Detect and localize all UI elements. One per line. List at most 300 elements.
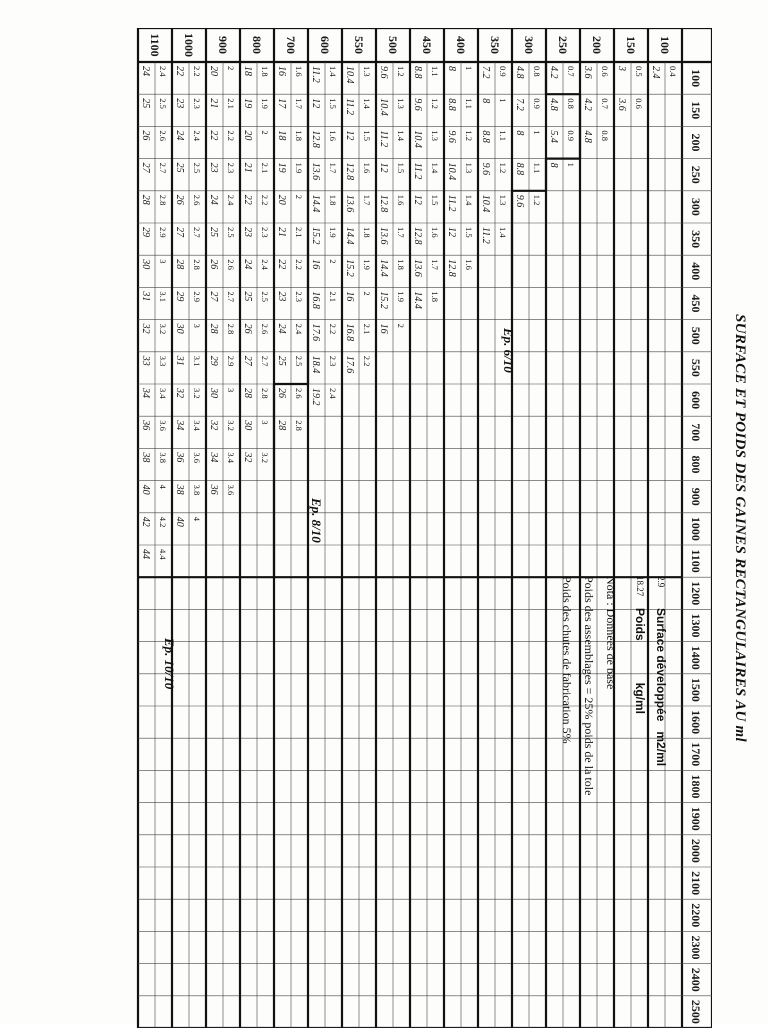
weight-value: 10.4	[446, 162, 457, 181]
weight-value: 27	[208, 291, 219, 302]
weight-value: 19	[276, 162, 287, 173]
weight-value: 17.6	[310, 323, 321, 342]
surface-value: 2.8	[294, 420, 304, 431]
surface-value: 1.6	[430, 227, 440, 238]
surface-value: 1.8	[430, 291, 440, 303]
weight-value: 11.2	[446, 194, 457, 212]
surface-value: 0.9	[566, 130, 576, 142]
row-header: 450	[420, 36, 434, 54]
surface-value: 1	[464, 66, 474, 71]
weight-value: 33	[140, 355, 151, 366]
surface-value: 1.9	[260, 98, 270, 109]
column-header: 2000	[689, 838, 703, 863]
page-title: SURFACE ET POIDS DES GAINES RECTANGULAIRES AU ml	[732, 313, 748, 742]
weight-value: 36	[140, 420, 151, 431]
surface-value: 1.9	[396, 291, 406, 303]
surface-value: 2.3	[260, 227, 270, 238]
surface-value: 0.5	[634, 66, 644, 77]
row-header: 350	[488, 36, 502, 54]
weight-value: 36	[208, 484, 219, 495]
surface-value: 3.4	[192, 420, 202, 431]
surface-value: 3	[158, 259, 168, 264]
weight-value: 23	[174, 98, 185, 109]
row-header: 200	[590, 36, 604, 54]
surface-value: 2	[396, 323, 406, 328]
weight-value: 10.4	[480, 194, 491, 213]
surface-value: 2.2	[192, 66, 202, 77]
column-header: 600	[689, 391, 703, 410]
column-header: 700	[689, 423, 703, 442]
surface-value: 0.7	[566, 66, 576, 77]
ep-10-10-label: Ep. 10/10	[162, 638, 177, 690]
surface-value: 1.8	[294, 130, 304, 142]
weight-value: 8	[446, 66, 457, 71]
weight-value: 5.4	[548, 130, 559, 143]
weight-value: 28	[208, 323, 219, 334]
weight-value: 30	[242, 420, 253, 431]
surface-value: 2.5	[260, 291, 270, 303]
weight-value: 23	[242, 227, 253, 237]
surface-value: 3.1	[158, 291, 168, 303]
surface-value: 2	[328, 259, 338, 264]
weight-value: 32	[208, 420, 219, 431]
surface-value: 0.8	[532, 66, 542, 77]
surface-value: 0.8	[566, 98, 576, 109]
surface-value: 2.1	[226, 98, 236, 109]
weight-value: 22	[242, 194, 253, 205]
surface-value: 2.4	[226, 194, 236, 206]
weight-value: 24	[276, 323, 287, 334]
weight-value: 22	[276, 259, 287, 270]
surface-value: 1.1	[430, 66, 440, 77]
weight-value: 16.8	[344, 323, 355, 342]
weight-value: 16	[378, 323, 389, 334]
surface-value: 4.2	[158, 516, 168, 528]
row-header: 1000	[182, 33, 196, 57]
column-header: 2300	[689, 935, 703, 960]
weight-value: 27	[174, 227, 185, 237]
surface-value: 2.2	[362, 355, 372, 367]
weight-value: 20	[276, 194, 287, 205]
weight-value: 40	[174, 516, 185, 527]
legend-surface-label: Surface développée	[654, 608, 669, 722]
note-base-data: Nota : Données de base	[604, 576, 618, 690]
weight-value: 31	[140, 291, 151, 302]
surface-value: 2	[226, 66, 236, 71]
surface-value: 1	[566, 162, 576, 167]
weight-value: 8.8	[446, 98, 457, 111]
weight-value: 40	[140, 484, 151, 495]
weight-value: 10.4	[344, 66, 355, 84]
weight-value: 24	[174, 130, 185, 141]
column-header: 1700	[689, 742, 703, 767]
weight-value: 14.4	[344, 227, 355, 245]
weight-value: 9.6	[480, 162, 491, 176]
weight-value: 14.4	[412, 291, 423, 309]
column-header: 1900	[689, 806, 703, 831]
surface-value: 1.9	[294, 162, 304, 174]
row-header: 800	[250, 36, 264, 54]
surface-value: 1.3	[396, 98, 406, 109]
surface-value: 1.1	[498, 130, 508, 142]
weight-value: 26	[140, 130, 151, 141]
surface-value: 3.8	[158, 452, 168, 464]
surface-value: 1.7	[294, 98, 304, 109]
surface-value: 3.4	[226, 452, 236, 464]
surface-value: 0.9	[532, 98, 542, 109]
weight-value: 24	[140, 66, 151, 76]
surface-value: 1.3	[362, 66, 372, 77]
weight-value: 8	[480, 98, 491, 104]
surface-value: 2.6	[192, 194, 202, 206]
weight-value: 24	[208, 194, 219, 205]
surface-value: 1.4	[430, 162, 440, 174]
surface-value: 0.9	[498, 66, 508, 77]
weight-value: 12	[310, 98, 321, 109]
surface-value: 0.6	[634, 98, 644, 109]
surface-value: 2.7	[158, 162, 168, 174]
surface-value: 3.2	[192, 388, 202, 399]
weight-value: 26	[174, 194, 185, 205]
row-header: 400	[454, 36, 468, 54]
column-header: 2100	[689, 871, 703, 896]
weight-value: 18.4	[310, 355, 321, 374]
surface-value: 2.3	[192, 98, 202, 109]
legend	[630, 576, 672, 916]
weight-value: 21	[242, 162, 253, 173]
column-header: 400	[689, 262, 703, 281]
weight-value: 9.6	[412, 98, 423, 111]
weight-value: 10.4	[412, 130, 423, 148]
weight-value: 16.8	[310, 291, 321, 309]
weight-value: 12.8	[378, 194, 389, 213]
weight-value: 22	[208, 130, 219, 141]
surface-value: 1.5	[362, 130, 372, 142]
surface-value: 4.4	[158, 549, 168, 560]
weight-value: 8	[548, 162, 559, 168]
row-header: 500	[386, 36, 400, 54]
weight-value: 10.4	[378, 98, 389, 116]
surface-value: 1.2	[532, 194, 542, 206]
surface-value: 1.1	[532, 162, 542, 174]
weight-value: 28	[140, 194, 151, 205]
surface-value: 2.8	[260, 388, 270, 399]
surface-value: 3.8	[192, 484, 202, 496]
weight-value: 34	[208, 452, 219, 463]
surface-value: 1.4	[396, 130, 406, 142]
legend-weight-unit: kg/ml	[633, 682, 648, 715]
surface-value: 2.8	[226, 323, 236, 335]
surface-value: 1.4	[362, 98, 372, 109]
surface-value: 2.3	[294, 291, 304, 303]
weight-value: 8.8	[514, 162, 525, 176]
weight-value: 3.6	[582, 66, 593, 79]
column-header: 1300	[689, 613, 703, 638]
row-header: 550	[352, 36, 366, 54]
surface-value: 3.4	[158, 388, 168, 399]
surface-value: 1.1	[464, 98, 474, 109]
surface-value: 1.7	[328, 162, 338, 174]
weight-value: 26	[208, 259, 219, 270]
surface-value: 1.2	[396, 66, 406, 77]
column-header: 900	[689, 487, 703, 506]
surface-value: 2.4	[328, 388, 338, 399]
weight-value: 38	[174, 484, 185, 495]
surface-value: 3.2	[158, 323, 168, 335]
weight-value: 28	[174, 259, 185, 270]
duct-table	[132, 28, 712, 1028]
surface-value: 1.5	[328, 98, 338, 109]
surface-value: 1.2	[464, 130, 474, 142]
column-header: 100	[689, 69, 703, 88]
weight-value: 16	[344, 291, 355, 302]
surface-value: 3	[192, 323, 202, 328]
surface-value: 1	[498, 98, 508, 103]
legend-weight-row	[630, 576, 651, 916]
legend-weight-value: 18.27	[635, 576, 646, 597]
weight-value: 20	[242, 130, 253, 141]
rotated-sheet	[132, 28, 748, 1028]
note-fabrication-waste: Poids des chutes de fabrication 5%	[560, 576, 574, 744]
weight-value: 13.6	[412, 259, 423, 277]
weight-value: 27	[140, 162, 151, 173]
weight-value: 28	[276, 420, 287, 431]
surface-value: 1.7	[362, 194, 372, 206]
weight-value: 7.2	[480, 66, 491, 79]
weight-value: 15.2	[344, 259, 355, 277]
weight-value: 36	[174, 452, 185, 463]
column-header: 2500	[689, 999, 703, 1024]
surface-value: 1.9	[328, 227, 338, 238]
surface-value: 2.4	[158, 66, 168, 77]
surface-value: 2.7	[192, 227, 202, 238]
weight-value: 13.6	[378, 227, 389, 245]
row-header: 1100	[148, 33, 162, 57]
row-header: 300	[522, 36, 536, 54]
weight-value: 12	[412, 194, 423, 205]
surface-value: 1.6	[464, 259, 474, 270]
surface-value: 1.7	[396, 227, 406, 238]
column-header: 1200	[689, 581, 703, 606]
legend-surface-unit: m2/ml	[654, 731, 669, 767]
column-header: 500	[689, 326, 703, 345]
weight-value: 23	[208, 162, 219, 173]
weight-value: 4.2	[548, 66, 559, 79]
surface-value: 1.7	[430, 259, 440, 270]
weight-value: 9.6	[378, 66, 389, 79]
weight-value: 14.4	[310, 194, 321, 213]
surface-value: 2	[260, 130, 270, 135]
weight-value: 18	[242, 66, 253, 76]
surface-value: 1.6	[328, 130, 338, 142]
row-header: 100	[658, 36, 672, 54]
surface-value: 2.8	[192, 259, 202, 270]
surface-value: 0.6	[600, 66, 610, 77]
surface-value: 2.3	[328, 355, 338, 367]
weight-value: 21	[208, 98, 219, 109]
weight-value: 25	[140, 98, 151, 109]
column-header: 350	[689, 230, 703, 249]
surface-value: 1.8	[328, 194, 338, 206]
surface-value: 1.5	[396, 162, 406, 174]
row-header: 700	[284, 36, 298, 54]
weight-value: 2.4	[650, 66, 661, 79]
weight-value: 32	[174, 388, 185, 398]
column-header: 1100	[689, 549, 703, 573]
weight-value: 25	[276, 355, 287, 366]
weight-value: 19.2	[310, 388, 321, 406]
surface-value: 3.2	[226, 420, 236, 431]
weight-value: 12.8	[310, 130, 321, 148]
surface-value: 2.6	[158, 130, 168, 142]
notes	[556, 576, 622, 936]
surface-value: 2.1	[362, 323, 372, 335]
weight-value: 12	[378, 162, 389, 173]
surface-value: 1.5	[430, 194, 440, 206]
weight-value: 28	[242, 388, 253, 398]
surface-value: 1.5	[464, 227, 474, 238]
surface-value: 2.8	[158, 194, 168, 206]
surface-value: 1.8	[260, 66, 270, 77]
weight-value: 18	[276, 130, 287, 141]
surface-value: 1.9	[362, 259, 372, 270]
surface-value: 1.4	[498, 227, 508, 238]
weight-value: 19	[242, 98, 253, 109]
weight-value: 12.8	[412, 227, 423, 245]
surface-value: 2.9	[192, 291, 202, 303]
weight-value: 29	[208, 355, 219, 366]
column-header: 550	[689, 358, 703, 377]
surface-value: 2.1	[294, 227, 304, 238]
surface-value: 2.6	[226, 259, 236, 270]
weight-value: 42	[140, 516, 151, 527]
weight-value: 27	[242, 355, 253, 366]
weight-value: 11.2	[344, 98, 355, 115]
column-header: 150	[689, 101, 703, 120]
weight-value: 31	[174, 355, 185, 366]
surface-value: 1	[532, 130, 542, 135]
surface-value: 2	[294, 194, 304, 200]
weight-value: 4.8	[582, 130, 593, 143]
surface-value: 4	[192, 516, 202, 522]
weight-value: 4.2	[582, 98, 593, 111]
weight-value: 26	[276, 388, 287, 398]
surface-value: 1.8	[362, 227, 372, 238]
weight-value: 29	[140, 227, 151, 237]
legend-weight-label: Poids	[633, 608, 648, 641]
weight-value: 3	[616, 66, 627, 71]
surface-value: 1.3	[498, 194, 508, 206]
surface-value: 1.4	[464, 194, 474, 206]
weight-value: 11.2	[310, 66, 321, 83]
weight-value: 30	[174, 323, 185, 334]
legend-surface-row	[651, 576, 672, 916]
surface-value: 2.4	[260, 259, 270, 270]
surface-value: 2.1	[328, 291, 338, 303]
weight-value: 11.2	[412, 162, 423, 180]
surface-value: 4	[158, 484, 168, 489]
surface-value: 2.5	[192, 162, 202, 174]
column-header: 250	[689, 165, 703, 184]
weight-value: 14.4	[378, 259, 389, 277]
weight-value: 8.8	[412, 66, 423, 79]
row-header: 900	[216, 36, 230, 54]
surface-value: 2.1	[260, 162, 270, 174]
weight-value: 12	[446, 227, 457, 237]
weight-value: 25	[208, 227, 219, 237]
note-assembly-weight: Poids des assemblages = 25% poids de la tole	[582, 576, 596, 796]
weight-value: 11.2	[480, 227, 491, 244]
weight-value: 24	[242, 259, 253, 270]
weight-value: 7.2	[514, 98, 525, 111]
weight-value: 34	[174, 420, 185, 431]
weight-value: 3.6	[616, 98, 627, 111]
surface-value: 1.4	[328, 66, 338, 77]
row-header: 600	[318, 36, 332, 54]
ep-6-10-label: Ep. 6/10	[501, 328, 516, 373]
surface-value: 2.9	[158, 227, 168, 238]
surface-value: 3	[226, 388, 236, 393]
weight-value: 38	[140, 452, 151, 463]
column-header: 1500	[689, 677, 703, 702]
surface-value: 2.6	[294, 388, 304, 399]
weight-value: 34	[140, 388, 151, 398]
surface-value: 1.8	[396, 259, 406, 270]
surface-value: 3.6	[192, 452, 202, 464]
weight-value: 29	[174, 291, 185, 302]
surface-value: 2	[362, 291, 372, 296]
column-header: 1000	[689, 516, 703, 541]
surface-value: 3.6	[158, 420, 168, 431]
surface-value: 1.6	[294, 66, 304, 77]
surface-value: 3.6	[226, 484, 236, 496]
surface-value: 2.6	[260, 323, 270, 335]
weight-value: 4.8	[514, 66, 525, 79]
weight-value: 15.2	[310, 227, 321, 245]
column-header: 200	[689, 133, 703, 152]
surface-value: 0.4	[668, 66, 678, 77]
surface-value: 1.2	[498, 162, 508, 174]
weight-value: 20	[208, 66, 219, 76]
weight-value: 8.8	[480, 130, 491, 143]
column-header: 2400	[689, 967, 703, 992]
surface-value: 1.6	[362, 162, 372, 174]
surface-value: 1.6	[396, 194, 406, 206]
column-header: 1600	[689, 710, 703, 735]
weight-value: 30	[208, 388, 219, 398]
surface-value: 1.2	[430, 98, 440, 109]
weight-value: 17	[276, 98, 287, 109]
surface-value: 0.8	[600, 130, 610, 142]
weight-value: 16	[310, 259, 321, 270]
surface-value: 2.3	[226, 162, 236, 174]
column-header: 450	[689, 294, 703, 313]
weight-value: 9.6	[446, 130, 457, 143]
surface-value: 3	[260, 420, 270, 425]
weight-value: 22	[174, 66, 185, 76]
surface-value: 3.2	[260, 452, 270, 464]
weight-value: 13.6	[310, 162, 321, 181]
weight-value: 23	[276, 291, 287, 302]
weight-value: 25	[242, 291, 253, 302]
column-header: 300	[689, 197, 703, 216]
column-header: 1400	[689, 645, 703, 670]
surface-value: 2.2	[260, 194, 270, 206]
weight-value: 26	[242, 323, 253, 334]
surface-value: 0.7	[600, 98, 610, 109]
column-header: 2200	[689, 903, 703, 928]
surface-value: 2.2	[328, 323, 338, 335]
